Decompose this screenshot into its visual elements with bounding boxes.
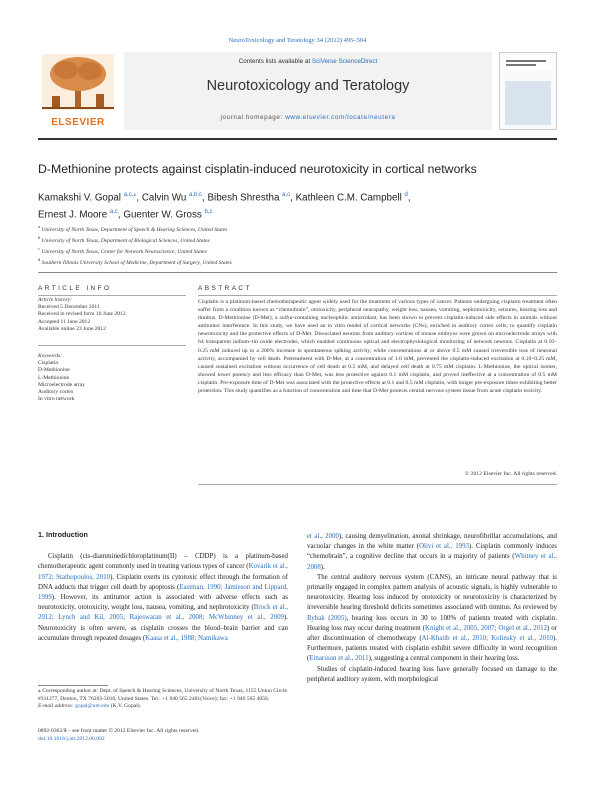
paragraph-text: ), suggesting a central component in their hearing loss. xyxy=(368,655,520,663)
author-list xyxy=(38,188,557,223)
author-line-2: Ernest J. Moore $^{a,c}$, Guenter W. Gross $^{b,c}$ xyxy=(38,209,213,221)
history-item: Received 5 December 2011 xyxy=(38,304,100,311)
sciencedirect-link[interactable]: SciVerse ScienceDirect xyxy=(311,58,378,65)
header-rule xyxy=(38,272,557,273)
affiliation-key: a xyxy=(38,224,40,229)
author-name: Calvin Wu xyxy=(141,192,187,204)
email-label: E-mail address: xyxy=(38,703,76,710)
affiliation-text: University of North Texas, Department of Biological Sciences, United States xyxy=(41,237,210,244)
affiliation-item xyxy=(38,234,557,245)
affiliation-item xyxy=(38,245,557,256)
affiliation-item xyxy=(38,223,557,234)
citation-link[interactable]: et al., 2000 xyxy=(307,533,339,540)
paragraph-text: ). Neurotoxicity is often severe, as cisplatin crosses the blood–brain barrier and can accumulate through repeated dosages ( xyxy=(38,614,288,642)
affiliation-key: d xyxy=(38,257,41,263)
paragraph-text: The central auditory nervous system (CANS), an intricate neural pathway that is primarily engaged in complex pattern analysis of acoustic signals, is highly vulnerable to neurotoxicity. Hearing loss induced by ototoxicity or neurotoxicity is characterized by irreversible hearing threshold deficits sometimes associated with tinnitus. As reviewed by xyxy=(307,573,557,612)
intro-paragraph-2 xyxy=(307,573,557,665)
paragraph-text: ). xyxy=(320,563,325,571)
affiliation-text: University of North Texas, Department of Speech & Hearing Sciences, United States xyxy=(41,226,228,233)
article-history xyxy=(38,297,186,333)
author-name: Ernest J. Moore xyxy=(38,209,108,221)
paragraph-text: , hearing loss occurs in 30 to 100% of patients treated with cisplatin. Hearing loss may occur during treatment ( xyxy=(307,614,558,632)
paragraph-text: ). Cisplatin exerts its cytotoxic effect through the formation of DNA adducts that trigger cell death by apoptosis ( xyxy=(38,573,288,591)
affiliation-key: c xyxy=(38,246,40,252)
author-affil-marker[interactable]: a,c xyxy=(109,209,118,216)
citation-link[interactable]: Kaasa et al., 1988; Namikawa xyxy=(145,634,228,642)
keyword-item: D-Methionine xyxy=(38,367,70,374)
affiliation-text: Southern Illinois University School of Medicine, Department of Surgery, United States xyxy=(41,259,232,266)
elsevier-tree-icon xyxy=(42,54,114,110)
history-item: Received in revised form 10 June 2012 xyxy=(38,311,126,318)
paragraph-text: ). However, its antitumor action is associated with adverse effects such as neurotoxicity, ototoxicity, weight loss, nausea, vomiting, and nephrotoxicity ( xyxy=(38,594,288,612)
affiliations xyxy=(38,223,557,267)
keyword-item: L-Methionine xyxy=(38,374,70,381)
abstract-rule xyxy=(198,295,557,296)
paragraph-text: ). Cisplatin commonly induces “chemobrain”, a cognitive decline that occurs in a majority of patients ( xyxy=(307,543,557,561)
email-suffix: (K.V. Gopal). xyxy=(109,703,142,710)
paragraph-text: ). Furthermore, patients treated with cisplatin exhibit severe difficulty in word recognition ( xyxy=(307,635,557,663)
body-column-left xyxy=(38,530,288,644)
citation-link[interactable]: Whitney et al., 2008 xyxy=(307,553,557,571)
keywords-heading: Keywords: xyxy=(38,353,63,359)
homepage-link[interactable]: www.elsevier.com/locate/neutera xyxy=(285,114,396,121)
intro-paragraph-1-cont xyxy=(307,532,557,573)
article-info-rule xyxy=(38,295,186,296)
keyword-item: Auditory cortex xyxy=(38,389,74,396)
paragraph-text: ) or after discontinuation of chemotherapy ( xyxy=(307,624,557,643)
author-line-1: Kamakshi V. Gopal $^{a,c,⁎}$, Calvin Wu $^{a,b,c}$, Bibesh Shrestha $^{a,c}$, Kathleen C.M. Campbell $^d$, xyxy=(38,192,411,204)
intro-paragraph-3: Studies of cisplatin-induced hearing loss have generally focused on damage to the peripheral auditory system, with morphological xyxy=(307,665,557,683)
abstract-label: ABSTRACT xyxy=(198,285,252,292)
paragraph-text: Cisplatin (cis-diamminedichloroplatinum(II) – CDDP) is a platinum-based chemotherapeutic agent commonly used in treating various types of cancer ( xyxy=(38,553,288,571)
citation-link[interactable]: Eastman, 1990; Jamieson and Lippard, 1999 xyxy=(38,583,288,602)
affiliation-text: University of North Texas, Center for Network Neuroscience, United States xyxy=(41,248,207,255)
footnote-rule xyxy=(38,685,108,686)
elsevier-logo xyxy=(38,52,118,130)
history-heading: Article history: xyxy=(38,297,73,303)
footnote-email-line xyxy=(38,703,288,711)
cover-header xyxy=(503,56,553,70)
footnote-text: ⁎ Corresponding author at: Dept. of Speech & Hearing Sciences, University of North Texas, 1155 Union Circle #311277, Denton, TX 76203-5010, United States. Tel.: +1 940 565 2481(Voice); fax: +1 940 565 4058. xyxy=(38,688,287,702)
author-affil-marker[interactable]: b,c xyxy=(204,209,213,216)
keywords-rule xyxy=(38,345,186,346)
history-item: Accepted 11 June 2012 xyxy=(38,318,91,325)
author-affil-marker[interactable]: a,b,c xyxy=(189,192,203,198)
keywords xyxy=(38,353,186,403)
paragraph-text: ), causing demyelination, axonal shrinkage, neurofibrillar accumulations, and vacuolar changes in the white matter ( xyxy=(307,533,557,551)
author-name: Bibesh Shrestha xyxy=(207,192,280,204)
author-name: Kamakshi V. Gopal xyxy=(38,192,121,204)
affiliation-item xyxy=(38,256,557,267)
keyword-item: Cisplatin xyxy=(38,360,59,367)
journal-masthead xyxy=(38,52,557,132)
author-name: Kathleen C.M. Campbell xyxy=(295,192,402,204)
citation-link[interactable]: Rybak (2005) xyxy=(307,614,347,622)
masthead-center xyxy=(124,52,492,130)
cover-title-line xyxy=(506,60,546,62)
keyword-item: In vitro network xyxy=(38,396,75,403)
citation-link[interactable]: Knight et al., 2005, 2007; Orgel et al., 2012 xyxy=(425,624,548,632)
citation-link[interactable]: Kovarik et al., 1972; Stathopoulos, 2010 xyxy=(38,563,288,581)
running-head: NeuroToxicology and Teratology 34 (2012) 495–504 xyxy=(228,37,367,44)
homepage-line xyxy=(124,114,492,121)
citation-link[interactable]: Al-Khatib et al., 2010; Kolinsky et al., 2010 xyxy=(421,635,553,643)
history-item: Available online 23 June 2012 xyxy=(38,325,106,332)
intro-paragraph-1 xyxy=(38,552,288,644)
abstract-bottom-rule xyxy=(198,484,557,485)
keyword-item: Microelectrode array xyxy=(38,381,86,388)
author-affil-marker[interactable]: d xyxy=(404,192,408,198)
citation-link[interactable]: Brock et al., 2012; Lynch and Kil, 2005; Rajeswaran et al., 2008; McWhinney et al., 2009 xyxy=(38,604,288,622)
contents-line xyxy=(124,58,492,65)
cover-image xyxy=(505,81,551,125)
cover-title-line xyxy=(506,64,536,66)
masthead-rule xyxy=(38,138,557,140)
citation-link[interactable]: Einarsson et al., 2011 xyxy=(309,655,369,663)
journal-title: Neurotoxicology and Teratology xyxy=(206,78,410,94)
author-affil-marker[interactable]: a,c,⁎ xyxy=(123,192,137,198)
email-link[interactable]: gopal@unt.edu xyxy=(75,703,110,710)
copyright-line: © 2012 Elsevier Inc. All rights reserved. xyxy=(464,471,557,477)
journal-cover-thumbnail xyxy=(499,52,557,130)
article-title: D-Methionine protects against cisplatin-induced neurotoxicity in cortical networks xyxy=(38,162,477,176)
corresponding-author-footnote xyxy=(38,688,288,711)
author-name: Guenter W. Gross xyxy=(123,209,202,221)
citation-link[interactable]: Olivi et al., 1993 xyxy=(419,543,469,551)
homepage-prefix: journal homepage: xyxy=(220,114,286,121)
issn-line: 0892-0362/$ – see front matter © 2012 Elsevier Inc. All rights reserved. xyxy=(38,728,200,734)
front-matter-info xyxy=(38,728,338,744)
affiliation-key: b xyxy=(38,235,41,241)
section-heading-introduction: 1. Introduction xyxy=(38,530,88,539)
elsevier-wordmark: ELSEVIER xyxy=(51,117,105,128)
article-info-label: ARTICLE INFO xyxy=(38,285,112,292)
doi-link[interactable]: doi:10.1016/j.ntt.2012.06.002 xyxy=(38,735,105,742)
abstract-text: Cisplatin is a platinum-based chemotherapeutic agent widely used for the treatment of various types of cancer. Patients undergoing cisplatin treatment often suffer from a condition known as “chemobrain”, ototoxicity, peripheral neuropathy, weight loss, nausea, vomiting, nephrotoxicity, seizures, hearing loss and tinnitus. D-Methionine (D-Met), a sulfur-containing nucleophilic antioxidant, has been shown to prevent cisplatin-induced side effects in animals without antitumor interference. In this study, we have used an in vitro model of cortical networks (CNs), enriched in auditory cortex cells; to quantify cisplatin neurotoxicity and the protective effects of D-Met. Dissociated neurons from auditory cortices of mouse embryos were grown on microelectrode arrays with 64 transparent indium–tin oxide electrodes, which enabled continuous optical and electrophysiological monitoring of network neurons. Cisplatin at 0.10–0.25 mM induced up to a 200% increase in spontaneous spiking activity, while concentrations at or above 0.5 mM caused irreversible loss of neuronal activity, accompanied by cell death. Pretreatment with D-Met, at a concentration of 1.0 mM, prevented the cisplatin-induced excitation at 0.10–0.25 mM, caused sustained excitation without occurrence of cell death at 0.5 mM, and delayed cell death at 0.75 mM cisplatin. L-Methionine, the optical isomer, showed lower potency and less efficacy than D-Met, was less protective against 0.1 mM cisplatin, and proved ineffective at a concentration of 0.5 mM cisplatin. Pre-exposure time of D-Met was associated with the protective effects at 0.1 and 0.5 mM cisplatin, with longer pre-exposure times exhibiting better protection. This study quantifies as a function of concentration and time that D-Met protects central nervous system tissue from acute cisplatin toxicity. xyxy=(198,299,557,395)
body-column-right xyxy=(307,532,557,685)
author-affil-marker[interactable]: a,c xyxy=(282,192,291,198)
contents-prefix: Contents lists available at xyxy=(238,58,312,65)
